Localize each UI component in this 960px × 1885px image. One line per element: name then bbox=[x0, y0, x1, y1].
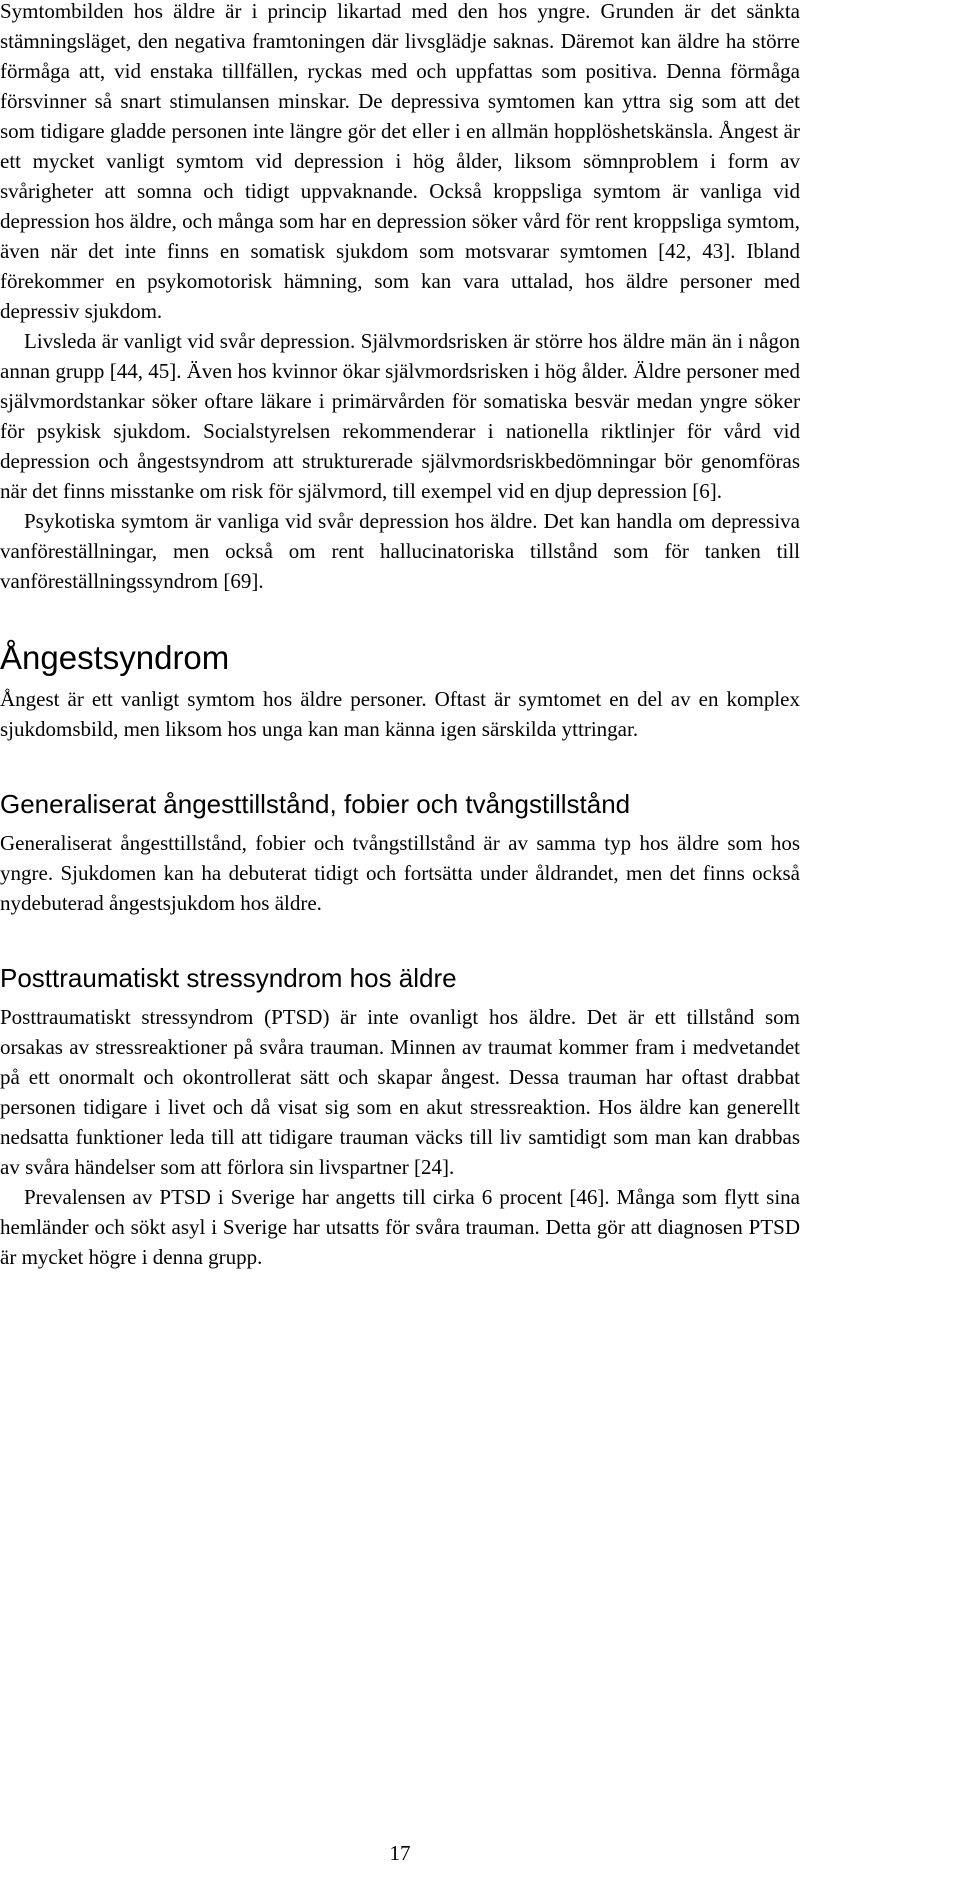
heading-ptsd: Posttraumatiskt stressyndrom hos äldre bbox=[0, 963, 457, 993]
paragraph-psykotiska-symtom: Psykotiska symtom är vanliga vid svår depression hos äldre. Det kan handla om depressiva vanföreställningar, men också om rent hallucinatoriska tillstånd som för tanken till vanföreställningssyndrom [69]. bbox=[0, 509, 800, 593]
paragraph-angest-intro: Ångest är ett vanligt symtom hos äldre personer. Oftast är symtomet en del av en komplex sjukdomsbild, men liksom hos unga kan man känna igen särskilda yttringar. bbox=[0, 687, 800, 741]
page-number: 17 bbox=[389, 1841, 411, 1865]
heading-generaliserat-angesttillstand: Generaliserat ångesttillstånd, fobier och tvångstillstånd bbox=[0, 789, 631, 819]
heading-angestsyndrom: Ångestsyndrom bbox=[0, 639, 230, 676]
paragraph-ptsd-prevalens: Prevalensen av PTSD i Sverige har angetts till cirka 6 procent [46]. Många som flytt sina hemländer och sökt asyl i Sverige har utsatts för svåra trauman. Detta gör att diagnosen PTSD är mycket högre i denna grupp. bbox=[0, 1185, 800, 1269]
paragraph-livsleda: Livsleda är vanligt vid svår depression. Självmordsrisken är större hos äldre män än i någon annan grupp [44, 45]. Även hos kvinnor ökar självmordsrisken i hög ålder. Äldre personer med självmordstankar söker oftare läkare i primärvården för somatiska besvär medan yngre söker för psykisk sjukdom. Socialstyrelsen rekommenderar i nationella riktlinjer för vård vid depression och ångestsyndrom att strukturerade självmordsriskbedömningar bör genomföras när det finns misstanke om risk för självmord, till exempel vid en djup depression [6]. bbox=[0, 329, 800, 503]
paragraph-generaliserat: Generaliserat ångesttillstånd, fobier och tvångstillstånd är av samma typ hos äldre som hos yngre. Sjukdomen kan ha debuterat tidigt och fortsätta under åldrandet, men det finns också nydebuterad ångestsjukdom hos äldre. bbox=[0, 831, 800, 915]
paragraph-ptsd-definition: Posttraumatiskt stressyndrom (PTSD) är inte ovanligt hos äldre. Det är ett tillstånd som orsakas av stressreaktioner på svåra trauman. Minnen av traumat kommer fram i medvetandet på ett onormalt och okontrollerat sätt och skapar ångest. Dessa trauman har oftast drabbat personen tidigare i livet och då visat sig som en akut stressreaktion. Hos äldre kan generellt nedsatta funktioner leda till att tidigare trauman väcks till liv samtidigt som man kan drabbas av svåra händelser som att förlora sin livspartner [24]. bbox=[0, 1005, 800, 1179]
paragraph-symtombild: Symtombilden hos äldre är i princip likartad med den hos yngre. Grunden är det sänkta stämningsläget, den negativa framtoningen där livsglädje saknas. Däremot kan äldre ha större förmåga att, vid enstaka tillfällen, ryckas med och uppfattas som positiva. Denna förmåga försvinner så snart stimulansen minskar. De depressiva symtomen kan yttra sig som att det som tidigare gladde personen inte längre gör det eller i en allmän hopplöshetskänsla. Ångest är ett mycket vanligt symtom vid depression i hög ålder, liksom sömnproblem i form av svårigheter att somna och tidigt uppvaknande. Också kroppsliga symtom är vanliga vid depression hos äldre, och många som har en depression söker vård för rent kroppsliga symtom, även när det inte finns en somatisk sjukdom som motsvarar symtomen [42, 43]. Ibland förekommer en psykomotorisk hämning, som kan vara uttalad, hos äldre personer med depressiv sjukdom. bbox=[0, 0, 800, 323]
